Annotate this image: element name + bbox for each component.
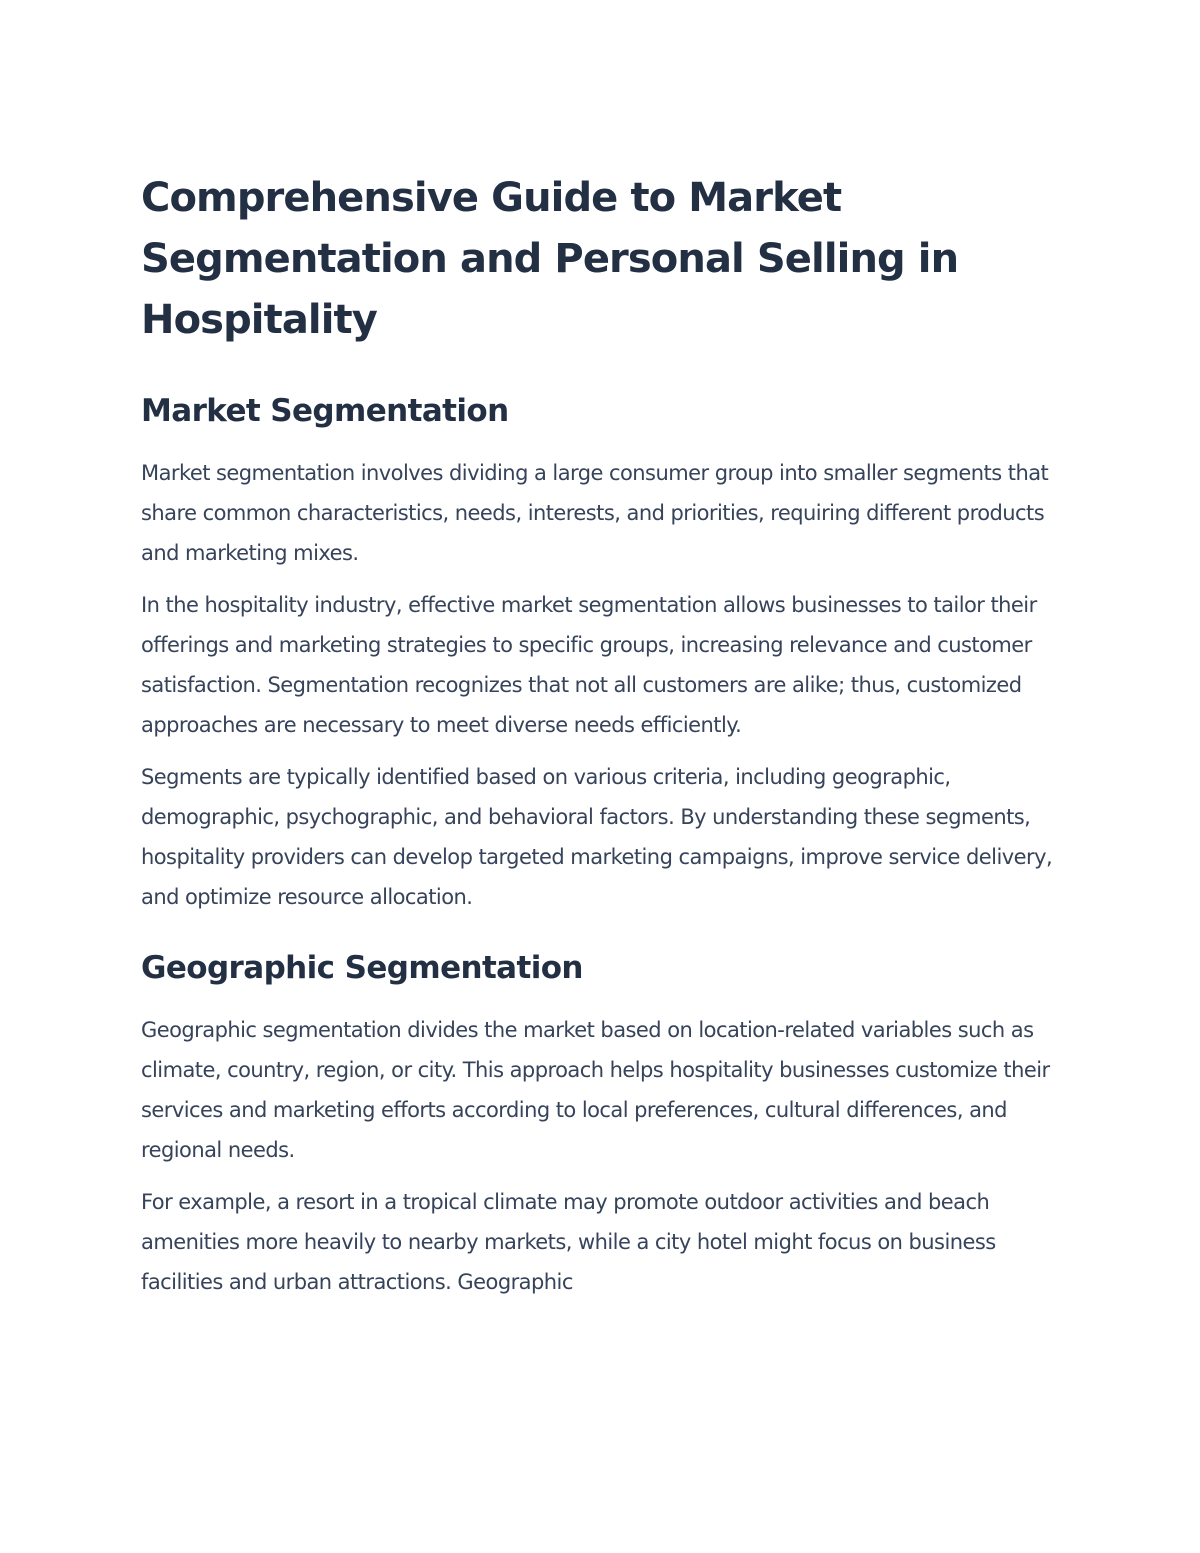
document-title: Comprehensive Guide to Market Segmentation and Personal Selling in Hospitality bbox=[141, 175, 959, 343]
section-market-segmentation bbox=[141, 390, 1066, 917]
section-heading: Market Segmentation bbox=[141, 393, 509, 429]
document-page bbox=[141, 168, 1066, 1302]
paragraph: In the hospitality industry, effective market segmentation allows businesses to tailor their offerings and marketing strategies to specific groups, increasing relevance and customer satisfaction. Segmentation recognizes that not all customers are alike; thus, customized approaches are necessary to meet diverse needs efficiently. bbox=[141, 593, 1037, 737]
section-heading: Geographic Segmentation bbox=[141, 950, 583, 986]
paragraph: Market segmentation involves dividing a large consumer group into smaller segments that share common characteristics, needs, interests, and priorities, requiring different products and marketing mixes. bbox=[141, 461, 1049, 565]
paragraph: Geographic segmentation divides the market based on location-related variables such as climate, country, region, or city. This approach helps hospitality businesses customize their services and marketing efforts according to local preferences, cultural differences, and regional needs. bbox=[141, 1018, 1050, 1162]
section-geographic-segmentation bbox=[141, 947, 1066, 1302]
paragraph: For example, a resort in a tropical climate may promote outdoor activities and beach amenities more heavily to nearby markets, while a city hotel might focus on business facilities and urban attractions. Geographic bbox=[141, 1190, 996, 1294]
paragraph: Segments are typically identified based on various criteria, including geographic, demographic, psychographic, and behavioral factors. By understanding these segments, hospitality providers can develop targeted marketing campaigns, improve service delivery, and optimize resource allocation. bbox=[141, 765, 1053, 909]
